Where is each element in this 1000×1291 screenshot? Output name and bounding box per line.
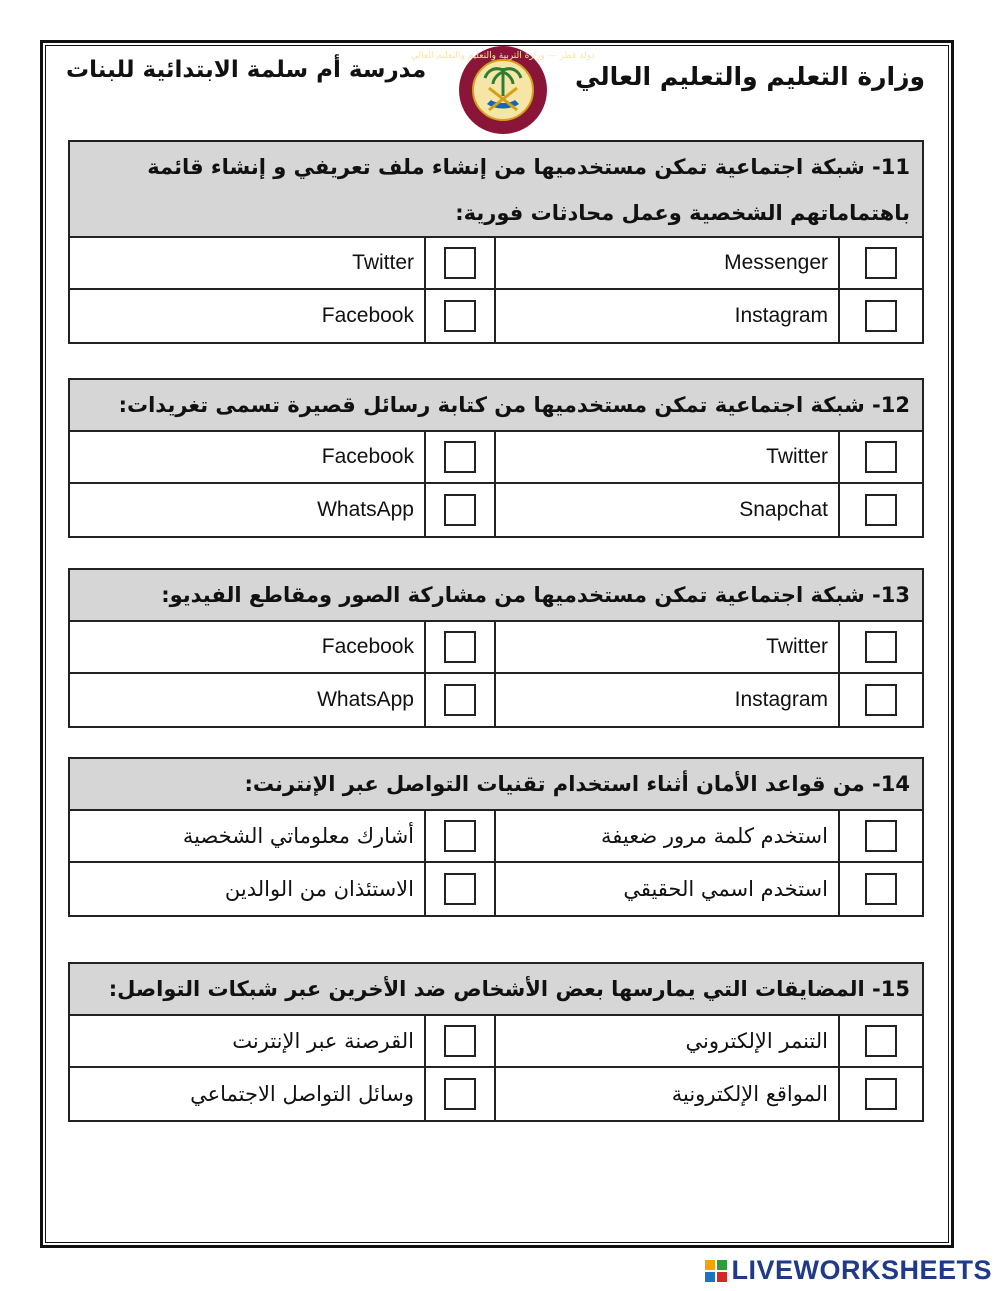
question-15 — [68, 962, 924, 1122]
option-label: Twitter — [766, 635, 828, 658]
option-checkbox[interactable] — [838, 811, 922, 861]
option-label: التنمر الإلكتروني — [685, 1029, 828, 1053]
option-checkbox[interactable] — [838, 674, 922, 726]
option-checkbox[interactable] — [838, 622, 922, 672]
option-checkbox[interactable] — [424, 1068, 496, 1120]
option-checkbox[interactable] — [424, 811, 496, 861]
option-label: المواقع الإلكترونية — [671, 1082, 828, 1106]
option-checkbox[interactable] — [424, 290, 496, 342]
answer-row — [70, 432, 922, 484]
option-label: Snapchat — [739, 498, 828, 521]
watermark-text: LIVEWORKSHEETS — [731, 1255, 992, 1285]
option-checkbox[interactable] — [838, 1016, 922, 1066]
option-label: القرصنة عبر الإنترنت — [232, 1029, 414, 1053]
option-label: WhatsApp — [317, 688, 414, 711]
option-label: Facebook — [321, 635, 414, 658]
question-14-title: 14- من قواعد الأمان أثناء استخدام تقنيات التواصل عبر الإنترنت: — [70, 759, 922, 811]
option-checkbox[interactable] — [424, 484, 496, 536]
answer-row — [70, 674, 922, 726]
liveworksheets-watermark — [705, 1255, 992, 1286]
option-checkbox[interactable] — [424, 1016, 496, 1066]
option-label: Twitter — [766, 445, 828, 468]
option-checkbox[interactable] — [424, 238, 496, 288]
option-label: الاستئذان من الوالدين — [224, 877, 414, 901]
ministry-title: وزارة التعليم والتعليم العالي — [574, 62, 925, 91]
answer-row — [70, 1016, 922, 1068]
answer-row — [70, 484, 922, 536]
liveworksheets-logo-icon — [705, 1260, 727, 1282]
school-title: مدرسة أم سلمة الابتدائية للبنات — [66, 57, 427, 83]
option-label: استخدم اسمي الحقيقي — [623, 877, 828, 901]
question-15-title: 15- المضايقات التي يمارسها بعض الأشخاص ضد الأخرين عبر شبكات التواصل: — [70, 964, 922, 1016]
option-checkbox[interactable] — [838, 432, 922, 482]
option-checkbox[interactable] — [838, 863, 922, 915]
answer-row — [70, 238, 922, 290]
option-checkbox[interactable] — [838, 238, 922, 288]
question-11-title: 11- شبكة اجتماعية تمكن مستخدميها من إنشاء ملف تعريفي و إنشاء قائمة باهتماماتهم الشخصية وعمل محادثات فورية: — [70, 142, 922, 238]
option-label: Facebook — [321, 304, 414, 327]
question-11 — [68, 140, 924, 344]
option-label: Messenger — [724, 251, 828, 274]
qatar-emblem-icon — [410, 44, 596, 136]
emblem-lettering: دولة قطر — وزارة التربية والتعليم والتعليم العالي — [410, 51, 596, 61]
option-label: WhatsApp — [317, 498, 414, 521]
answer-row — [70, 290, 922, 342]
option-label: Instagram — [734, 688, 828, 711]
option-label: Facebook — [321, 445, 414, 468]
question-12-title: 12- شبكة اجتماعية تمكن مستخدميها من كتابة رسائل قصيرة تسمى تغريدات: — [70, 380, 922, 432]
option-checkbox[interactable] — [424, 622, 496, 672]
option-checkbox[interactable] — [424, 432, 496, 482]
option-label: وسائل التواصل الاجتماعي — [190, 1082, 414, 1106]
option-label: Twitter — [352, 251, 414, 274]
question-14 — [68, 757, 924, 917]
question-13 — [68, 568, 924, 728]
question-12 — [68, 378, 924, 538]
option-checkbox[interactable] — [838, 1068, 922, 1120]
option-label: استخدم كلمة مرور ضعيفة — [600, 824, 828, 848]
option-label: Instagram — [734, 304, 828, 327]
option-checkbox[interactable] — [424, 863, 496, 915]
option-checkbox[interactable] — [838, 484, 922, 536]
option-checkbox[interactable] — [838, 290, 922, 342]
answer-row — [70, 1068, 922, 1120]
option-label: أشارك معلوماتي الشخصية — [182, 824, 414, 848]
answer-row — [70, 622, 922, 674]
answer-row — [70, 811, 922, 863]
answer-row — [70, 863, 922, 915]
question-13-title: 13- شبكة اجتماعية تمكن مستخدميها من مشاركة الصور ومقاطع الفيديو: — [70, 570, 922, 622]
option-checkbox[interactable] — [424, 674, 496, 726]
